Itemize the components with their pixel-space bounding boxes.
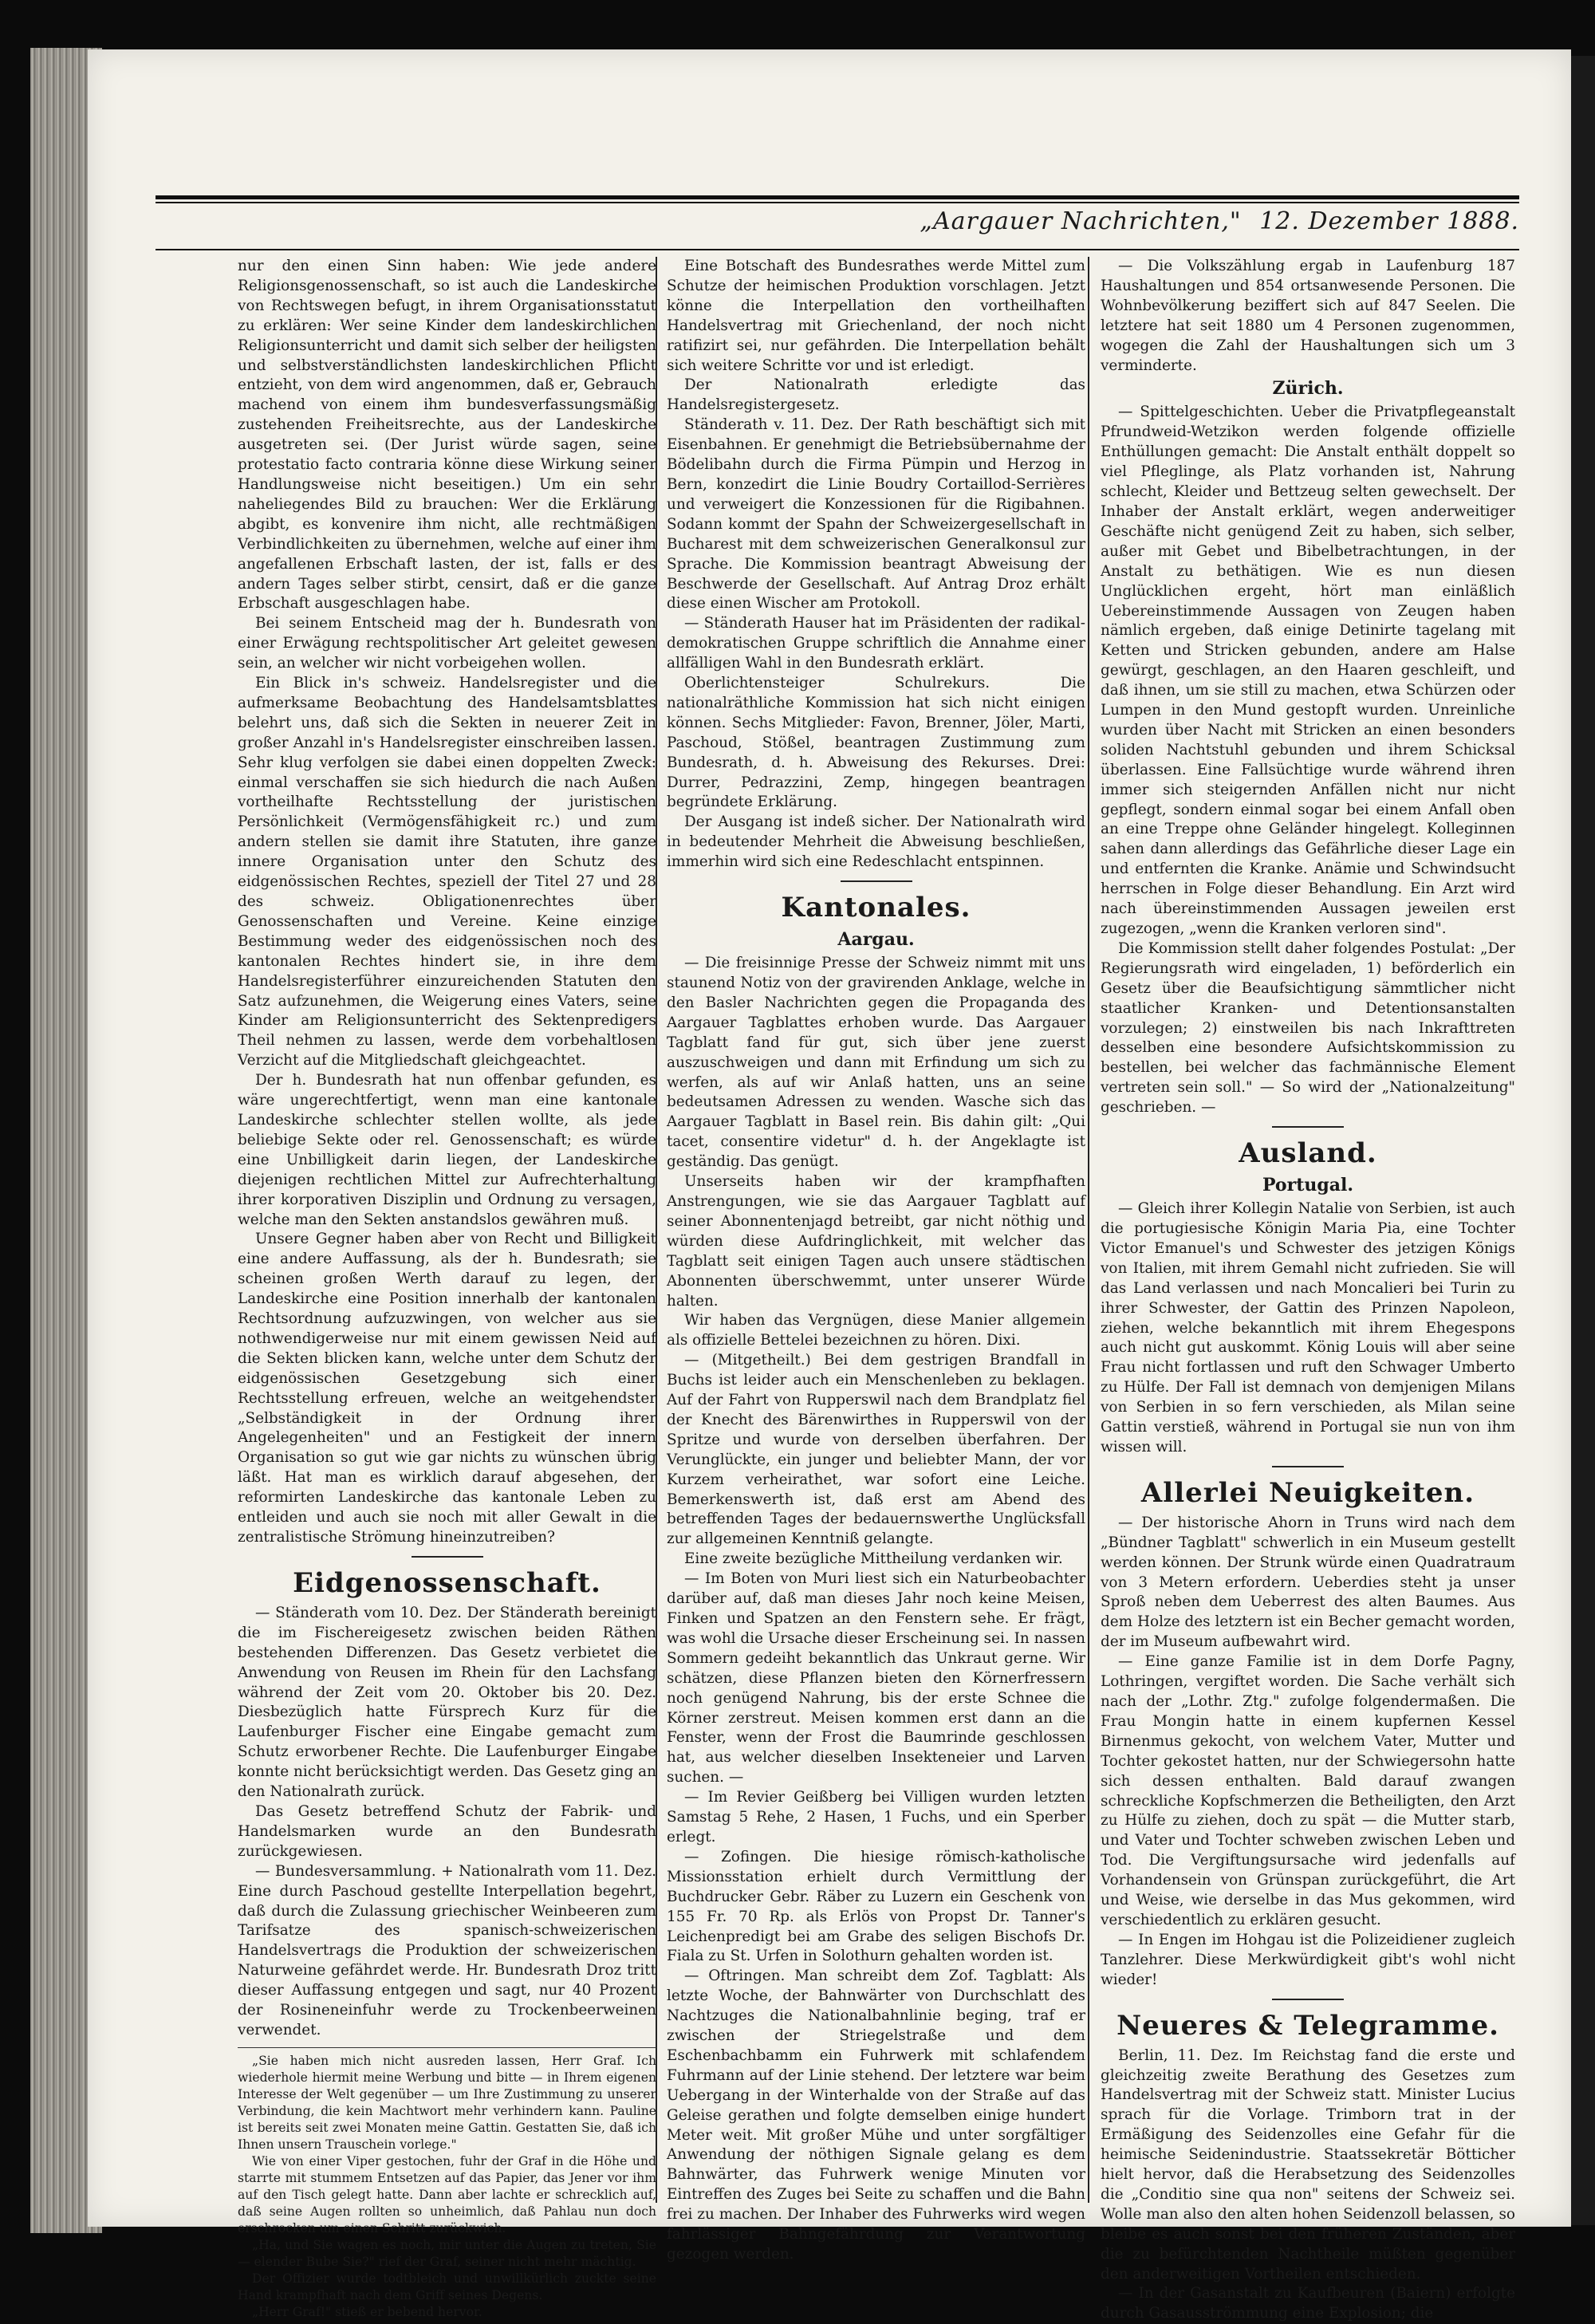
paragraph: — In Engen im Hohgau ist die Polizeidiener zugleich Tanzlehrer. Diese Merkwürdigkeit gibt's wohl nicht wieder!: [1101, 1931, 1515, 1988]
paragraph: — In der Gasanstalt zu Kaufbeuren (Baiern) erfolgte durch Gasausströmmung eine Explosion; die: [1101, 2285, 1515, 2322]
section-divider: [1272, 1466, 1344, 1467]
paragraph: — Bundesversammlung. + Nationalrath vom 11. Dez. Eine durch Paschoud gestellte Interpellation begehrt, daß durch die Zulassung griechischer Weinbeeren zum Tarifsatze des spanisch-schweizerischen Handelsvertrags die Produktion der schweizerischen Naturweine gefährdet werde. Hr. Bundesrath Droz tritt dieser Auffassung entgegen und sagt, nur 40 Prozent der Rosineneinfuhr werde zu Trockenbeerweinen verwendet.: [238, 1862, 656, 2038]
column-rule: [1088, 257, 1089, 2203]
paragraph: Oberlichtensteiger Schulrekurs. Die nationalräthliche Kommission hat sich nicht einigen können. Sechs Mitglieder: Favon, Brenner, Jöler, Marti, Paschoud, Stößel, beantragen Zustimmung zum Bundesrath, d. h. Abweisung des Rekurses. Drei: Durrer, Pedrazzini, Zemp, hingegen beantragen begründete Erklärung.: [667, 675, 1085, 811]
column-2: [667, 257, 1085, 2263]
section-divider: [1272, 1126, 1344, 1128]
paragraph: — Spittelgeschichten. Ueber die Privatpflegeanstalt Pfrundweid-Wetzikon werden folgende offizielle Enthüllungen gemacht: Die Anstalt enthält doppelt so viel Pfleglinge, als Platz vorhanden ist, Nahrung schlecht, Kleider und Bettzeug selten gewechselt. Der Inhaber der Anstalt erklärt, wegen anderweitiger Geschäfte nicht genügend Zeit zu haben, sich selber, außer mit Gebet und Bibelbetrachtungen, in der Anstalt zu bethätigen. Wie es nun diesen Unglücklichen ergeht, hört man einläßlich Uebereinstimmende Aussagen von Zeugen haben nämlich ergeben, daß einige Detinirte tagelang mit Ketten und Stricken gebunden, andere am Halse gewürgt, geschlagen, an den Haaren geschleift, und daß ihnen, um sie still zu machen, etwa Schürzen oder Lumpen in den Mund gestopft wurden. Unreinliche wurden über Nacht mit Stricken an einen besonders soliden Nachtstuhl gebunden und ihrem Schicksal überlassen. Eine Fallsüchtige wurde während ihren immer sich steigernden Anfällen nicht nur nicht gepflegt, sondern einmal sogar bei einem Anfall oben an eine Treppe ohne Geländer hingelegt. Kolleginnen sahen dann allerdings das Gefährliche dieser Lage ein und entfernten die Kranke. Anämie und Schwindsucht herrschen in Folge dieser Behandlung. Ein Arzt wird nach übereinstimmenden Aussagen jeweilen erst zugezogen, „wenn die Kranken verloren sind".: [1101, 404, 1515, 937]
feuilleton: [238, 2047, 656, 2321]
paragraph: — Oftringen. Man schreibt dem Zof. Tagblatt: Als letzte Woche, der Bahnwärter von Durchschlatt des Nachtzuges die Nationalbahnlinie beging, traf er zwischen der Striegelstraße und dem Eschenbachbamm ein Fuhrwerk mit schlafendem Fuhrmann auf der Linie stehend. Der letztere war beim Uebergang in der Winterhalde von der Straße auf das Geleise gerathen und folgte demselben einige hundert Meter weit. Mit großer Mühe und unter sorgfältiger Anwendung der nöthigen Signale gelang es dem Bahnwärter, das Fuhrwerk wenige Minuten vor Eintreffen des Zuges bei Seite zu schaffen und die Bahn frei zu machen. Der Inhaber des Fuhrwerks wird wegen fahrlässiger Bahngefährdung zur Verantwortung gezogen werden.: [667, 1968, 1085, 2263]
paragraph: Wie von einer Viper gestochen, fuhr der Graf in die Höhe und starrte mit stummem Entsetzen auf das Papier, das Jener vor ihm auf den Tisch gelegt hatte. Dann aber lachte er schrecklich auf, daß seine Augen rollten so unheimlich, daß Pahlau nun doch erschrocken um einen Schritt zurückwich.: [238, 2153, 656, 2235]
masthead-rule: [156, 249, 1519, 250]
paragraph: Unsere Gegner haben aber von Recht und Billigkeit eine andere Auffassung, als der h. Bundesrath; sie scheinen großen Werth darauf zu legen, der Landeskirche eine Position innerhalb der kantonalen Rechtsordnung aufzuzwingen, von welcher aus sie nothwendigerweise nur mit einem gewissen Neid auf die Sekten blicken kann, welche unter dem Schutz der eidgenössischen Gesetzgebung sich einer Rechtsstellung erfreuen, welche an weitgehendster „Selbständigkeit in der Ordnung ihrer Angelegenheiten" und an Festigkeit der innern Organisation so gut wie gar nichts zu wünschen übrig läßt. Hat man es wirklich darauf abgesehen, der reformirten Landeskirche das kantonale Leben zu entleiden und auch sie noch mit aller Gewalt in die zentralistische Strömung hineinzutreiben?: [238, 1231, 656, 1546]
section-divider: [412, 1556, 483, 1558]
paragraph: Wir haben das Vergnügen, diese Manier allgemein als offizielle Bettelei bezeichnen zu hören. Dixi.: [667, 1312, 1085, 1349]
paragraph: „Ha, und Sie wagen es noch, mir unter die Augen zu treten, Sie — elender Bube Sie?" rief der Graf, seiner nicht mehr mächtig.: [238, 2237, 656, 2269]
paragraph: — Ständerath vom 10. Dez. Der Ständerath bereinigt die im Fischereigesetz zwischen beiden Räthen bestehenden Differenzen. Das Gesetz verbietet die Anwendung von Reusen im Rhein für den Lachsfang während der Zeit vom 20. Oktober bis 20. Dez. Diesbezüglich hatte Fürsprech Kurz für die Laufenburger Fischer eine Eingabe gemacht zum Schutz erworbener Rechte. Die Laufenburger Eingabe konnte nicht berücksichtigt werden. Das Gesetz ging an den Nationalrath zurück.: [238, 1604, 656, 1801]
paragraph: Das Gesetz betreffend Schutz der Fabrik- und Handelsmarken wurde an den Bundesrath zurückgewiesen.: [238, 1802, 656, 1860]
paragraph: Der Ausgang ist indeß sicher. Der Nationalrath wird in bedeutender Mehrheit die Abweisung beschließen, immerhin wird sich eine Redeschlacht entspinnen.: [667, 813, 1085, 871]
paragraph: — Der historische Ahorn in Truns wird nach dem „Bündner Tagblatt" schwerlich in ein Museum gestellt werden können. Der Strunk würde einen Quadratraum von 3 Metern erfordern. Ueberdies steht ja unser Sproß neben dem Ueberrest des alten Baumes. Aus dem Holze des letztern ist ein Becher gemacht worden, der im Museum aufbewahrt wird.: [1101, 1514, 1515, 1651]
paragraph: nur den einen Sinn haben: Wie jede andere Religionsgenossenschaft, so ist auch die Landeskirche von Rechtswegen befugt, in ihrem Organisationsstatut zu erklären: Wer seine Kinder dem landeskirchlichen Religionsunterricht und damit sich selber der heiligsten und selbstverständlichsten landeskirchlichen Pflicht entzieht, von dem wird angenommen, daß er, Gebrauch machend von einem ihm bundesverfassungsmäßig zustehenden Freiheitsrechte, aus der Landeskirche ausgetreten sei. (Der Jurist würde sagen, seine protestatio facto contraria könne diese Wirkung seiner Handlungsweise nicht beseitigen.) Um ein sehr naheliegendes Bild zu brauchen: Wer die Erklärung abgibt, es konvenire ihm nicht, alle rechtmäßigen Verbindlichkeiten zu übernehmen, welche auf einer ihm angefallenen Erbschaft lasten, der ist, falls er des andern Tages selber stirbt, censirt, daß er die ganze Erbschaft ausgeschlagen habe.: [238, 258, 656, 613]
subsection-heading: Aargau.: [837, 929, 915, 951]
paragraph: Eine zweite bezügliche Mittheilung verdanken wir.: [684, 1550, 1063, 1568]
section-heading: Neueres & Telegramme.: [1116, 2009, 1499, 2042]
paragraph: Die Kommission stellt daher folgendes Postulat: „Der Regierungsrath wird eingeladen, 1) beförderlich ein Gesetz über die Beaufsichtigung sämmtlicher nicht staatlicher Kranken- und Detentionsanstalten vorzulegen; 2) einstweilen bis nach Inkrafttreten desselben eine besondere Aufsichtskommission zu bestellen, bei welcher das fachmännische Element vertreten sein soll." — So wird der „Nationalzeitung" geschrieben. —: [1101, 939, 1515, 1117]
paragraph: — Im Boten von Muri liest sich ein Naturbeobachter darüber auf, daß man dieses Jahr noch keine Meisen, Finken und Spatzen an den Fenstern sehe. Er frägt, was wohl die Ursache dieser Erscheinung sei. In nassen Sommern gedeiht bekanntlich das Unkraut gerne. Wir schätzen, diese Pflanzen bieten den Körnerfressern noch genügend Nahrung, bis der erste Schnee die Körner zerstreut. Meisen kommen erst dann an die Fenster, wenn der Frost die Baumrinde geschlossen hat, aus welcher dieselben Insekteneier und Larven suchen. —: [667, 1570, 1085, 1786]
section-divider: [841, 880, 912, 882]
section-divider: [1272, 1999, 1344, 2000]
masthead: [156, 207, 1519, 242]
paragraph: „Sie haben mich nicht ausreden lassen, Herr Graf. Ich wiederhole hiermit meine Werbung und bitte — in Ihrem eigenen Interesse der Welt gegenüber — um Ihre Zustimmung zu unserer Verbindung, die kein Machtwort mehr verhindern kann. Pauline ist bereits seit zwei Monaten meine Gattin. Gestatten Sie, daß ich Ihnen unsern Trauschein vorlege.": [238, 2053, 656, 2152]
paragraph: — Eine ganze Familie ist in dem Dorfe Pagny, Lothringen, vergiftet worden. Die Sache verhält sich nach der „Lothr. Ztg." zufolge folgendermaßen. Die Frau Mongin hatte in einem kupfernen Kessel Birnenmus gekocht, von welchem Vater, Mutter und Tochter gekostet hatten, nur der Schwiegersohn hatte sich dessen enthalten. Bald darauf zwangen schreckliche Kopfschmerzen die Betheiligten, den Arzt zu Hülfe zu ziehen, doch zu spät — die Mutter starb, und Vater und Tochter schweben zwischen Leben und Tod. Die Vergiftungsursache wird jedenfalls auf Vorhandensein von Grünspan zurückgeführt, die Art und Weise, wie derselbe in das Mus gekommen, wird verschiedentlich zu erklären gesucht.: [1101, 1653, 1515, 1928]
paragraph: Ein Blick in's schweiz. Handelsregister und die aufmerksame Beobachtung des Handelsamtsblattes belehrt uns, daß sich die Sekten in neuerer Zeit in großer Anzahl in's Handelsregister einschreiben lassen. Sehr klug verfolgen sie dabei einen doppelten Zweck: einmal verschaffen sie sich hiedurch die nach Außen vortheilhafte Rechtsstellung der juristischen Persönlichkeit (Vermögensfähigkeit rc.) und zum andern stellen sie damit ihre Statuten, ihre ganze innere Organisation unter den Schutz des eidgenössischen Rechtes, speziell der Titel 27 und 28 des schweiz. Obligationenrechtes über Genossenschaften und Vereine. Keine einzige Bestimmung weder des eidgenössischen noch des kantonalen Rechtes hindert sie, in ihre dem Handelsregisterführer einzureichenden Statuten den Satz aufzunehmen, die Weigerung eines Vaters, seine Kinder am Religionsunterricht des Sektenpredigers Theil nehmen zu lassen, werde dem vorbehaltlosen Verzicht auf die Mitgliedschaft gleichgeachtet.: [238, 675, 656, 1069]
section-heading: Kantonales.: [781, 892, 971, 924]
paragraph: — Die Volkszählung ergab in Laufenburg 187 Haushaltungen und 854 ortsanwesende Personen. Die Wohnbevölkerung beziffert sich auf 847 Seelen. Die letztere hat seit 1880 um 4 Personen zugenommen, wogegen die Zahl der Haushaltungen sich um 3 verminderte.: [1101, 258, 1515, 374]
column-1: [238, 257, 656, 2319]
paragraph: — Zofingen. Die hiesige römisch-katholische Missionsstation erhielt durch Vermittlung der Buchdrucker Gebr. Räber zu Luzern ein Geschenk von 155 Fr. 70 Rp. als Erlös von Propst Dr. Tanner's Leichenpredigt bei am Grabe des seligen Bischofs Dr. Fiala zu St. Urfen in Solothurn gehalten worden ist.: [667, 1848, 1085, 1965]
paragraph: Berlin, 11. Dez. Im Reichstag fand die erste und gleichzeitig zweite Berathung des Gesetzes zum Handelsvertrag mit der Schweiz statt. Minister Lucius sprach für die Vorlage. Trimborn trat in der Ermäßigung des Seidenzolles eine Gefahr für die heimische Seidenindustrie. Staatssekretär Bötticher hielt hervor, daß die Herabsetzung des Seidenzolles die „Conditio sine qua non" seitens der Schweiz sei. Wolle man also den alten hohen Seidenzoll belassen, so bleibe es auch sonst bei den früheren Zuständen, aber die zu befürchtenden Nachtheile müßten gegenüber den anderweitigen Vortheilen entschieden.: [1101, 2046, 1515, 2283]
column-3: [1101, 257, 1515, 2322]
masthead-title: „Aargauer Nachrichten,": [920, 207, 1242, 235]
paragraph: Eine Botschaft des Bundesrathes werde Mittel zum Schutze der heimischen Produktion vorschlagen. Jetzt könne die Interpellation den vortheilhaften Handelsvertrag mit Griechenland, der noch nicht ratifizirt sei, nur gefährden. Die Interpellation behält sich weitere Schritte vor und ist erledigt.: [667, 258, 1085, 374]
subsection-heading: Portugal.: [1262, 1175, 1354, 1196]
paragraph: — Die freisinnige Presse der Schweiz nimmt mit uns staunend Notiz von der gravirenden Anklage, welche in den Basler Nachrichten gegen die Propaganda des Aargauer Tagblattes erhoben wurde. Das Aargauer Tagblatt fand für gut, sich über jene zuerst auszuschweigen und dann mit Erfindung um sich zu werfen, als auf wir Anlaß hatten, uns an seine bedeutsamen Adressen zu wenden. Wasche sich das Aargauer Tagblatt in Basel rein. Bis dahin gilt: „Qui tacet, consentire videtur" d. h. der Angeklagte ist geständig. Das genügt.: [667, 955, 1085, 1171]
subsection-heading: Zürich.: [1272, 378, 1344, 400]
paragraph: Der Offizier wurde todtbleich und unwillkürlich zuckte seine Hand krampfhaft nach dem Griff seines Degens.: [238, 2271, 656, 2302]
paragraph: — Ständerath Hauser hat im Präsidenten der radikal-demokratischen Gruppe schriftlich die Annahme einer allfälligen Wahl in den Bundesrath erklärt.: [667, 615, 1085, 672]
section-heading: Allerlei Neuigkeiten.: [1140, 1476, 1475, 1509]
section-heading: Eidgenossenschaft.: [293, 1566, 601, 1599]
paragraph: — Gleich ihrer Kollegin Natalie von Serbien, ist auch die portugiesische Königin Maria Pia, eine Tochter Victor Emanuel's und Schwester des jetzigen Königs von Italien, mit ihrem Gemahl nicht zufrieden. Sie will das Land verlassen und nach Moncalieri bei Turin zu ihrer Schwester, der Gattin des Prinzen Napoleon, ziehen, welche bekanntlich mit ihrem Ehegespons auch nicht gut auskommt. König Louis will aber seine Frau nicht fortlassen und ruft den Schwager Umberto zu Hülfe. Der Fall ist demnach von demjenigen Milans von Serbien in so fern verschieden, als Milan seine Gattin verstieß, während in Portugal sie nun von ihm wissen will.: [1101, 1200, 1515, 1455]
paragraph: — Im Revier Geißberg bei Villigen wurden letzten Samstag 5 Rehe, 2 Hasen, 1 Fuchs, und ein Sperber erlegt.: [667, 1789, 1085, 1845]
header-rule: [156, 195, 1519, 203]
scan-border: [1571, 56, 1595, 2225]
paragraph: Bei seinem Entscheid mag der h. Bundesrath von einer Erwägung rechtspolitischer Art geleitet gewesen sein, an welcher wir nicht vorbeigehen wollen.: [238, 615, 656, 672]
section-heading: Ausland.: [1239, 1137, 1377, 1170]
paragraph: Der Nationalrath erledigte das Handelsregistergesetz.: [667, 376, 1085, 414]
paragraph: Unserseits haben wir der krampfhaften Anstrengungen, wie sie das Aargauer Tagblatt auf seiner Abonnentenjagd betreibt, gar nicht nöthig und würden diese Aufdringlichkeit, mit welcher das Tagblatt seit einigen Tagen auch unsere städtischen Abonnenten überschwemmt, unter unserer Würde halten.: [667, 1173, 1085, 1310]
paragraph: Der h. Bundesrath hat nun offenbar gefunden, es wäre ungerechtfertigt, wenn man eine kantonale Landeskirche schlechter stellen wollte, als jede beliebige Sekte oder rel. Genossenschaft; es würde eine Unbilligkeit darin liegen, der Landeskirche diejenigen rechtlichen Mittel zur Aufrechterhaltung ihrer korporativen Disziplin und Ordnung zu versagen, welche man den Sekten anstandslos gewähren muß.: [238, 1072, 656, 1228]
paragraph: Ständerath v. 11. Dez. Der Rath beschäftigt sich mit Eisenbahnen. Er genehmigt die Betriebsübernahme der Bödelibahn durch die Firma Pümpin und Herzog in Bern, konzedirt die Linie Boudry Cortaillod-Serrières und verweigert die Konzessionen für die Rigibahnen. Sodann kommt der Spahn der Schweizergesellschaft in Bucharest mit dem schweizerischen Generalkonsul zur Sprache. Die Kommission beantragt Abweisung der Beschwerde der Gesellschaft. Auf Antrag Droz erhält diese einen Wischer am Protokoll.: [667, 416, 1085, 613]
paragraph: — (Mitgetheilt.) Bei dem gestrigen Brandfall in Buchs ist leider auch ein Menschenleben zu beklagen. Auf der Fahrt von Rupperswil nach dem Brandplatz fiel der Knecht des Bärenwirthes in Rupperswil von der Spritze und wurde von derselben überfahren. Der Verunglückte, ein junger und beliebter Mann, der vor Kurzem verheirathet, war sofort eine Leiche. Bemerkenswerth ist, daß erst am Abend des betreffenden Tages der bedauernswerthe Unglücksfall zur allgemeinen Kenntniß gelangte.: [667, 1352, 1085, 1548]
paragraph: „Herr Graf!" stieß er bebend hervor.: [252, 2304, 482, 2319]
masthead-date: 12. Dezember 1888.: [1259, 207, 1519, 235]
